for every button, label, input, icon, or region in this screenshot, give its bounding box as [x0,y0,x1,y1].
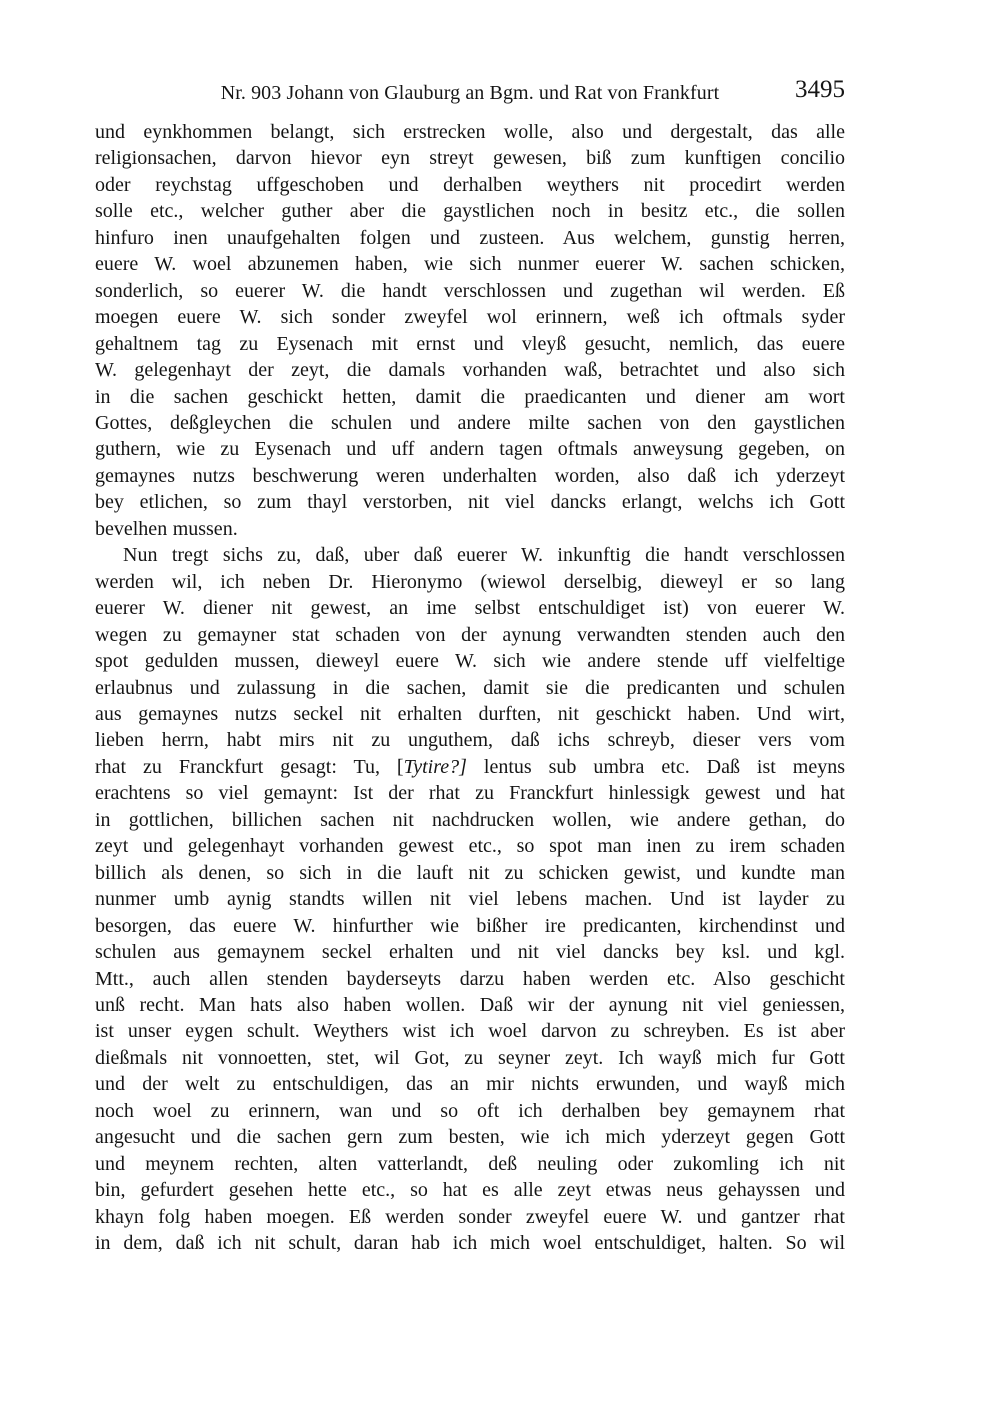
text-line: religionsachen, darvon hievor eyn streyt gewesen, biß zum kunftigen concilio [95,147,845,170]
text-line: und eynkhommen belangt, sich erstrecken wolle, also und dergestalt, das alle [95,121,845,143]
text-line: bey etlichen, so zum thayl verstorben, nit viel dancks erlangt, welchs ich Gott [95,491,845,514]
text-line: guthern, wie zu Eysenach und uff andern tagen oftmals anweysung gegeben, on [95,438,845,461]
text-line: hinfuro inen unaufgehalten folgen und zusteen. Aus welchem, gunstig herren, [95,226,845,249]
text-line: angesucht und die sachen gern zum besten, wie ich mich yderzeyt gegen Gott [95,1126,845,1149]
text-line: rhat zu Franckfurt gesagt: Tu, [Tytire?] lentus sub umbra etc. Daß ist meyns [95,755,845,778]
text-line: moegen euere W. sich sonder zweyfel wol erinnern, weß ich oftmals syder [95,306,845,329]
text-line: Gottes, deßgleychen die schulen und andere milte sachen von den gaystlichen [95,411,845,434]
text-line: sonderlich, so euerer W. die handt verschlossen und zugethan wil werden. Eß [95,279,845,302]
text-line: in dem, daß ich nit schult, daran hab ich mich woel entschuldiget, halten. So wil [95,1232,845,1255]
text-line: Mtt., auch allen stenden bayderseyts darzu haben werden etc. Also geschicht [95,967,845,990]
text-line: zeyt und gelegenhayt vorhanden gewest etc., so spot man inen zu irem schaden [95,835,845,858]
text-line: dießmals nit vonnoetten, stet, wil Got, zu seyner zeyt. Ich wayß mich fur Gott [95,1046,845,1069]
text-line: in gottlichen, billichen sachen nit nachdrucken wollen, wie andere gethan, do [95,808,845,831]
text-line: besorgen, das euere W. hinfurther wie bißher ire predicanten, kirchendinst und [95,914,845,937]
page-number: 3495 [795,76,845,103]
text-line: erachtens so viel gemaynt: Ist der rhat zu Franckfurt hinlessigk gewest und hat [95,782,845,805]
text-line: erlaubnus und zulassung in die sachen, damit sie die predicanten und schulen [95,676,845,699]
header-title: Nr. 903 Johann von Glauburg an Bgm. und Rat von Frankfurt [220,82,720,104]
text-line: ist unser eygen schult. Weythers wist ich woel darvon zu schreyben. Es ist aber [95,1020,845,1043]
running-header [95,76,845,110]
text-line: bin, gefurdert gesehen hette etc., so hat es alle zeyt etwas neus gehayssen und [95,1179,845,1202]
text-line: lieben herrn, habt mirs nit zu unguthem, daß ichs schreyb, dieser vers vom [95,729,845,752]
text-line: khayn folg haben moegen. Eß werden sonder zweyfel euere W. und gantzer rhat [95,1205,845,1228]
text-line: noch woel zu erinnern, wan und so oft ich derhalben bey gemaynem rhat [95,1099,845,1122]
text-line: oder reychstag uffgeschoben und derhalben weythers nit procedirt werden [95,173,845,196]
text-line: solle etc., welcher guther aber die gaystlichen noch in besitz etc., die sollen [95,200,845,223]
text-line: W. gelegenhayt der zeyt, die damals vorhanden waß, betrachtet und also sich [95,359,845,382]
text-line: und der welt zu entschuldigen, das an mir nichts erwunden, und wayß mich [95,1073,845,1096]
text-line: euere W. woel abzunemen haben, wie sich nunmer euerer W. sachen schicken, [95,253,845,276]
text-line: in die sachen geschickt hetten, damit die praedicanten und diener am wort [95,385,845,408]
text-line: unß recht. Man hats also haben wollen. Daß wir der aynung nit viel geniessen, [95,993,845,1016]
text-line: spot gedulden mussen, dieweyl euere W. sich wie andere stende uff vielfeltige [95,650,845,673]
text-line: nunmer umb aynig standts willen nit viel lebens machen. Und ist layder zu [95,888,845,911]
text-line: gemaynes nutzs beschwerung weren underhalten worden, also daß ich yderzeyt [95,464,845,487]
text-line: Nun tregt sichs zu, daß, uber daß euerer W. inkunftig die handt verschlossen [123,544,845,567]
text-line: aus gemaynes nutzs seckel nit erhalten durften, nit geschickt haben. Und wirt, [95,702,845,725]
text-line: wegen zu gemayner stat schaden von der aynung verwandten stenden auch den [95,623,845,646]
text-line: werden wil, ich neben Dr. Hieronymo (wiewol derselbig, dieweyl er so lang [95,570,845,593]
text-line: euerer W. diener nit gewest, an ime selbst entschuldiget ist) von euerer W. [95,597,845,620]
text-line: und meynem rechten, alten vatterlandt, deß neuling oder zukomling ich nit [95,1152,845,1175]
text-line: billich als denen, so sich in die lauft nit zu schicken gewist, und kundte man [95,861,845,884]
text-line: gehaltnem tag zu Eysenach mit ernst und vleyß gesucht, nemlich, das euere [95,332,845,355]
text-line: bevelhen mussen. [95,517,238,540]
text-line: schulen aus gemaynem seckel erhalten und nit viel dancks bey ksl. und kgl. [95,941,845,964]
text-block [95,119,845,1256]
